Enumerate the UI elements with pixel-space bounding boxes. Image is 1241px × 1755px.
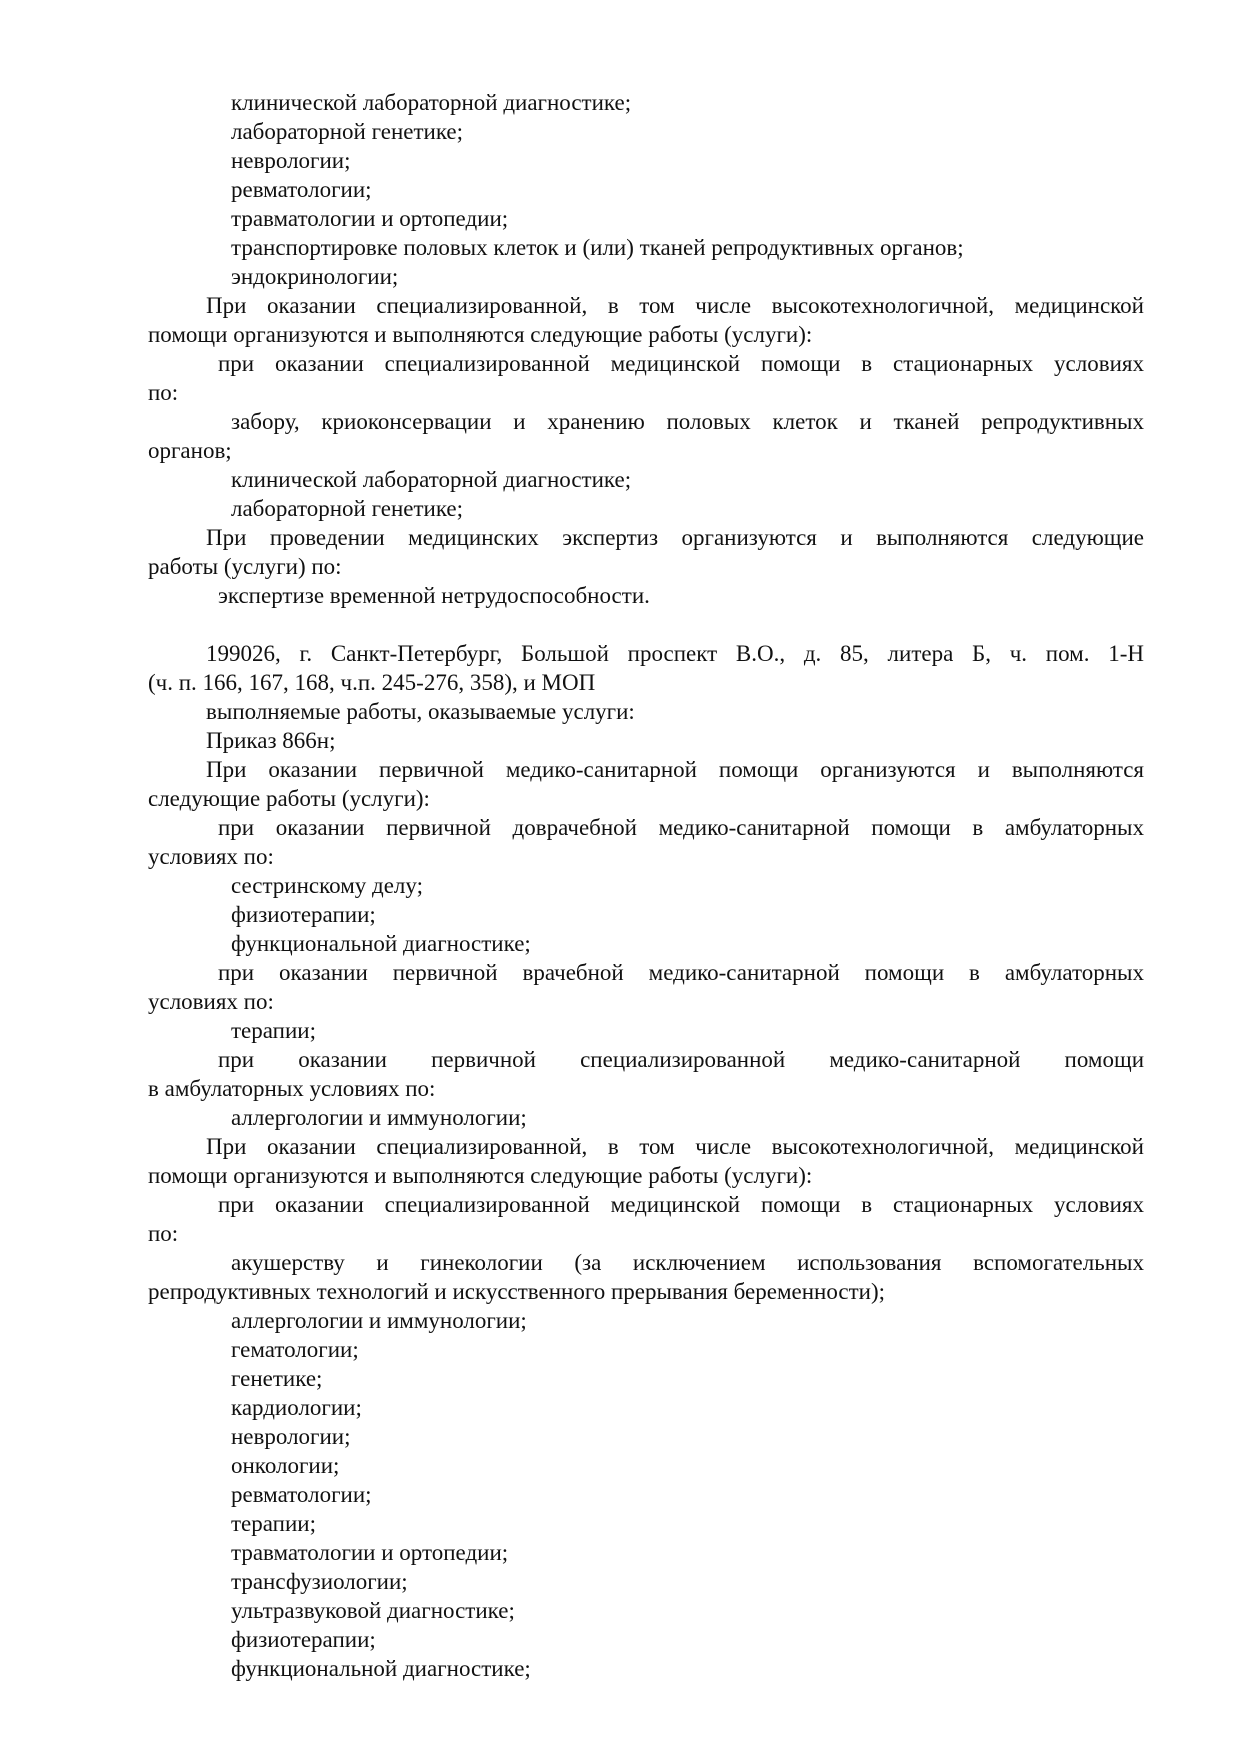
paragraph-line: помощи организуются и выполняются следующие работы (услуги): <box>148 1163 813 1188</box>
text-line: травматологии и ортопедии; <box>231 206 509 231</box>
text-line: гематологии; <box>231 1337 359 1362</box>
paragraph-line: акушерству и гинекологии (за исключением использования вспомогательных <box>231 1250 1144 1275</box>
text-line: неврологии; <box>231 1424 351 1449</box>
text-line: неврологии; <box>231 148 351 173</box>
text-line: Приказ 866н; <box>206 728 336 753</box>
paragraph-line: при оказании первичной специализированной медико-санитарной помощи <box>218 1047 1144 1072</box>
paragraph-line: по: <box>148 380 179 405</box>
paragraph-line: органов; <box>148 438 232 463</box>
text-line: кардиологии; <box>231 1395 362 1420</box>
text-line: аллергологии и иммунологии; <box>231 1308 527 1333</box>
address-line: 199026, г. Санкт-Петербург, Большой проспект В.О., д. 85, литера Б, ч. пом. 1-Н <box>206 641 1144 666</box>
paragraph-line: При оказании первичной медико-санитарной помощи организуются и выполняются <box>206 757 1144 782</box>
text-line: ревматологии; <box>231 177 372 202</box>
text-line: ревматологии; <box>231 1482 372 1507</box>
text-line: сестринскому делу; <box>231 873 423 898</box>
paragraph-line: по: <box>148 1221 179 1246</box>
paragraph-line: работы (услуги) по: <box>148 554 342 579</box>
text-line: функциональной диагностике; <box>231 1656 531 1681</box>
text-line: онкологии; <box>231 1453 340 1478</box>
text-line: ультразвуковой диагностике; <box>231 1598 515 1623</box>
text-line: лабораторной генетике; <box>231 119 464 144</box>
text-line: физиотерапии; <box>231 1627 376 1652</box>
text-line: функциональной диагностике; <box>231 931 531 956</box>
paragraph-line: условиях по: <box>148 844 274 869</box>
text-line: клинической лабораторной диагностике; <box>231 467 632 492</box>
paragraph-line: при оказании первичной доврачебной медико-санитарной помощи в амбулаторных <box>218 815 1144 840</box>
paragraph-line: помощи организуются и выполняются следующие работы (услуги): <box>148 322 813 347</box>
text-line: аллергологии и иммунологии; <box>231 1105 527 1130</box>
text-line: лабораторной генетике; <box>231 496 464 521</box>
paragraph-line: при оказании специализированной медицинской помощи в стационарных условиях <box>218 351 1144 376</box>
paragraph-line: При оказании специализированной, в том числе высокотехнологичной, медицинской <box>206 293 1144 318</box>
paragraph-line: репродуктивных технологий и искусственного прерывания беременности); <box>148 1279 886 1304</box>
text-line: клинической лабораторной диагностике; <box>231 90 632 115</box>
text-line: генетике; <box>231 1366 323 1391</box>
text-line: трансфузиологии; <box>231 1569 408 1594</box>
paragraph-line: забору, криоконсервации и хранению половых клеток и тканей репродуктивных <box>231 409 1144 434</box>
paragraph-line: условиях по: <box>148 989 274 1014</box>
paragraph-line: в амбулаторных условиях по: <box>148 1076 436 1101</box>
text-line: терапии; <box>231 1511 316 1536</box>
text-line: транспортировке половых клеток и (или) тканей репродуктивных органов; <box>231 235 964 260</box>
paragraph-line: при оказании специализированной медицинской помощи в стационарных условиях <box>218 1192 1144 1217</box>
paragraph-line: При оказании специализированной, в том числе высокотехнологичной, медицинской <box>206 1134 1144 1159</box>
text-line: физиотерапии; <box>231 902 376 927</box>
text-line: травматологии и ортопедии; <box>231 1540 509 1565</box>
paragraph-line: при оказании первичной врачебной медико-санитарной помощи в амбулаторных <box>218 960 1144 985</box>
text-line: терапии; <box>231 1018 316 1043</box>
paragraph-line: следующие работы (услуги): <box>148 786 430 811</box>
paragraph-line: При проведении медицинских экспертиз организуются и выполняются следующие <box>206 525 1144 550</box>
text-line: экспертизе временной нетрудоспособности. <box>218 583 650 608</box>
text-line: выполняемые работы, оказываемые услуги: <box>206 699 635 724</box>
text-line: эндокринологии; <box>231 264 399 289</box>
address-line: (ч. п. 166, 167, 168, ч.п. 245-276, 358), и МОП <box>148 670 596 695</box>
